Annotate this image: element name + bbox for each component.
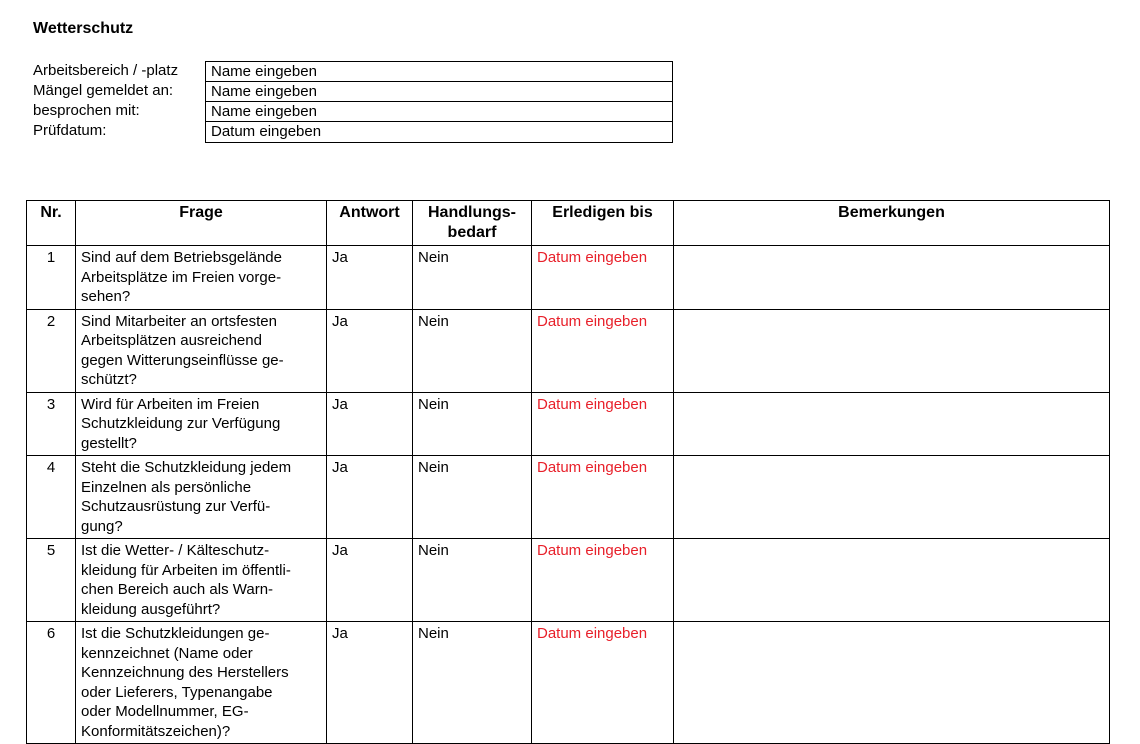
header-nr: Nr.: [27, 201, 76, 246]
remarks-field[interactable]: [674, 246, 1110, 310]
row-number: 5: [27, 539, 76, 622]
table-row: [27, 392, 1110, 456]
row-number: 1: [27, 246, 76, 310]
remarks-field[interactable]: [674, 392, 1110, 456]
remarks-field[interactable]: [674, 456, 1110, 539]
question-line: Arbeitsplätzen ausreichend: [81, 332, 262, 349]
row-number: 4: [27, 456, 76, 539]
maengel-gemeldet-field[interactable]: Name eingeben: [206, 82, 672, 102]
due-date-field[interactable]: Datum eingeben: [532, 456, 674, 539]
question-line: kleidung ausgeführt?: [81, 600, 221, 618]
question-line: oder Lieferers, Typenangabe: [81, 683, 273, 701]
meta-label-besprochen: besprochen mit:: [33, 102, 140, 119]
remarks-field[interactable]: [674, 309, 1110, 392]
table-header-row: [27, 201, 1110, 246]
handlungsbedarf-field[interactable]: Nein: [413, 539, 532, 622]
question-cell: [76, 622, 327, 744]
question-line: kleidung für Arbeiten im öffentli-: [81, 561, 291, 579]
question-cell: [76, 392, 327, 456]
answer-field[interactable]: Ja: [327, 622, 413, 744]
question-line: sehen?: [81, 288, 131, 305]
question-line: Einzelnen als persönliche: [81, 478, 252, 496]
handlungsbedarf-field[interactable]: Nein: [413, 392, 532, 456]
pruefdatum-field[interactable]: Datum eingeben: [211, 123, 322, 140]
header-frage: Frage: [76, 201, 327, 246]
handlungsbedarf-field[interactable]: Nein: [413, 622, 532, 744]
question-line: gung?: [81, 517, 123, 535]
header-antwort: Antwort: [327, 201, 413, 246]
question-line: Schutzausrüstung zur Verfü-: [81, 498, 271, 515]
handlungsbedarf-field[interactable]: Nein: [413, 309, 532, 392]
answer-field[interactable]: Ja: [327, 246, 413, 310]
meta-label-maengel: Mängel gemeldet an:: [33, 82, 174, 99]
handlungsbedarf-field[interactable]: Nein: [413, 246, 532, 310]
besprochen-mit-field[interactable]: Name eingeben: [206, 102, 672, 122]
question-line: Sind auf dem Betriebsgelände: [81, 249, 282, 266]
due-date-field[interactable]: Datum eingeben: [532, 539, 674, 622]
table-row: [27, 309, 1110, 392]
meta-fields: [205, 61, 673, 143]
document-title: Wetterschutz: [33, 20, 134, 37]
question-line: kennzeichnet (Name oder: [81, 644, 253, 662]
row-number: 3: [27, 392, 76, 456]
row-number: 6: [27, 622, 76, 744]
question-line: Arbeitsplätze im Freien vorge-: [81, 268, 282, 286]
header-handlungsbedarf-line-2: bedarf: [447, 224, 497, 241]
question-cell: [76, 309, 327, 392]
due-date-field[interactable]: Datum eingeben: [532, 309, 674, 392]
table-row: [27, 246, 1110, 310]
question-line: Schutzkleidung zur Verfügung: [81, 415, 281, 432]
question-line: Steht die Schutzkleidung jedem: [81, 459, 292, 476]
due-date-field[interactable]: Datum eingeben: [532, 246, 674, 310]
question-line: Kennzeichnung des Herstellers: [81, 664, 289, 681]
question-line: Konformitätszeichen)?: [81, 722, 231, 740]
header-handlungsbedarf: [413, 201, 532, 246]
header-handlungsbedarf-line-1: Handlungs-: [428, 204, 516, 221]
table-row: [27, 622, 1110, 744]
meta-label-pruefdatum: Prüfdatum:: [33, 122, 107, 139]
meta-label-arbeitsbereich: Arbeitsbereich / -platz: [33, 62, 179, 79]
answer-field[interactable]: Ja: [327, 539, 413, 622]
row-number: 2: [27, 309, 76, 392]
arbeitsbereich-field[interactable]: Name eingeben: [206, 62, 672, 82]
question-cell: [76, 539, 327, 622]
answer-field[interactable]: Ja: [327, 392, 413, 456]
meta-labels: [33, 61, 178, 141]
answer-field[interactable]: Ja: [327, 456, 413, 539]
question-line: Wird für Arbeiten im Freien: [81, 395, 260, 413]
question-line: Ist die Wetter- / Kälteschutz-: [81, 542, 270, 559]
question-line: Ist die Schutzkleidungen ge-: [81, 625, 270, 642]
question-line: chen Bereich auch als Warn-: [81, 581, 274, 598]
table-row: [27, 456, 1110, 539]
question-line: schützt?: [81, 371, 137, 388]
question-cell: [76, 246, 327, 310]
due-date-field[interactable]: Datum eingeben: [532, 622, 674, 744]
question-line: gegen Witterungseinflüsse ge-: [81, 351, 284, 369]
answer-field[interactable]: Ja: [327, 309, 413, 392]
question-line: Sind Mitarbeiter an ortsfesten: [81, 312, 277, 330]
table-row: [27, 539, 1110, 622]
remarks-field[interactable]: [674, 539, 1110, 622]
header-bemerkungen: Bemerkungen: [674, 201, 1110, 246]
question-line: gestellt?: [81, 434, 137, 452]
handlungsbedarf-field[interactable]: Nein: [413, 456, 532, 539]
checklist-table: [26, 200, 1110, 744]
header-erledigen-bis: Erledigen bis: [532, 201, 674, 246]
question-line: oder Modellnummer, EG-: [81, 703, 249, 720]
remarks-field[interactable]: [674, 622, 1110, 744]
due-date-field[interactable]: Datum eingeben: [532, 392, 674, 456]
question-cell: [76, 456, 327, 539]
